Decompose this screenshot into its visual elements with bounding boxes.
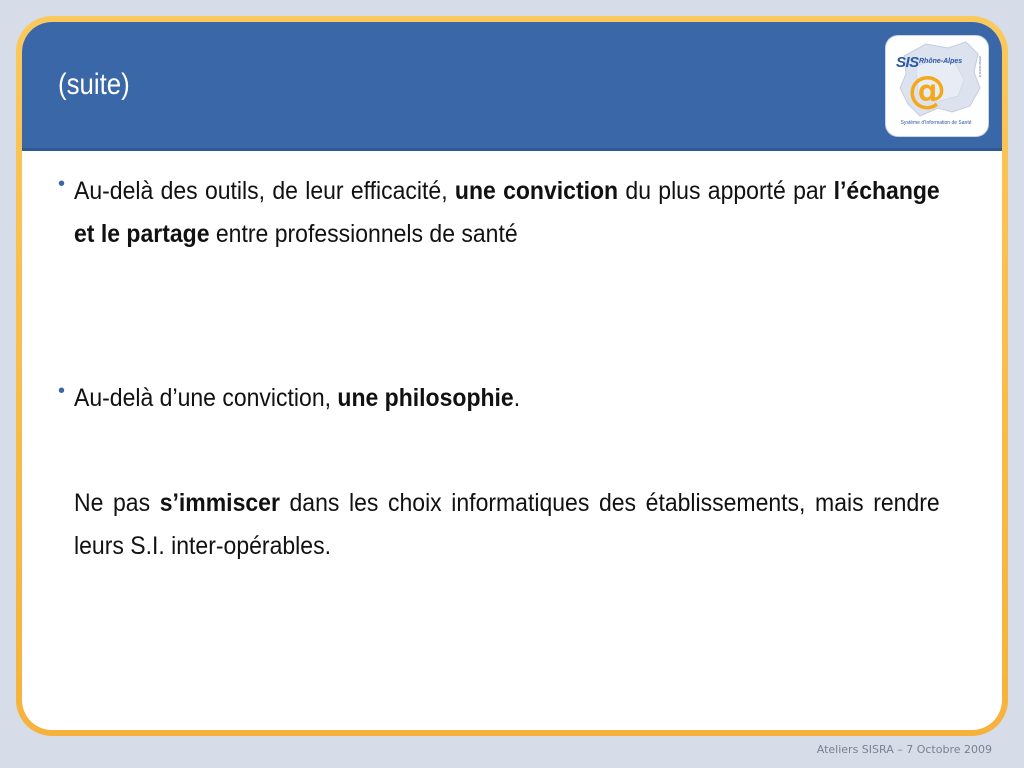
bullet-text [74,170,940,256]
bullet-text-run: Au-delà d’une conviction, [74,384,338,412]
at-sign-icon: @ [908,68,946,112]
slide-canvas [22,22,1002,730]
bullet-text-run: . [513,384,521,412]
title-bar [22,22,1002,151]
bullet-dot-icon: • [58,380,66,402]
sisra-logo [886,36,988,136]
indented-paragraph [74,482,940,568]
logo-brand: SIS [896,54,919,71]
slide-footer: Ateliers SISRA – 7 Octobre 2009 [816,743,992,756]
bullet-text-run: entre professionnels de santé [209,220,518,248]
paragraph-text-run: Ne pas [74,489,160,517]
bullet-text-emphasis: une conviction [454,177,619,205]
bullet-text-run: Au-delà des outils, de leur efficacité, [74,177,455,205]
bullet-text [74,377,940,420]
paragraph-text-emphasis: s’immiscer [159,489,280,517]
bullet-text-emphasis: une philosophie [337,384,514,412]
bullet-text-emphasis: l’échange et le partage [74,177,940,248]
slide-title: (suite) [58,68,130,101]
paragraph-text-run: dans les choix informatiques des établissements, mais rendre leurs S.I. inter-opérables. [74,489,940,560]
bullet-item [58,170,940,256]
paragraph-text [74,482,940,568]
bullet-item [58,377,940,420]
logo-tagline: Système d'Information de Santé [900,120,972,126]
slide-frame [16,16,1008,736]
logo-region: Rhône-Alpes [919,58,963,65]
bullet-text-run: du plus apporté par [618,177,834,205]
logo-side-text: www.sisra.fr [978,56,983,78]
bullet-dot-icon: • [58,173,66,195]
